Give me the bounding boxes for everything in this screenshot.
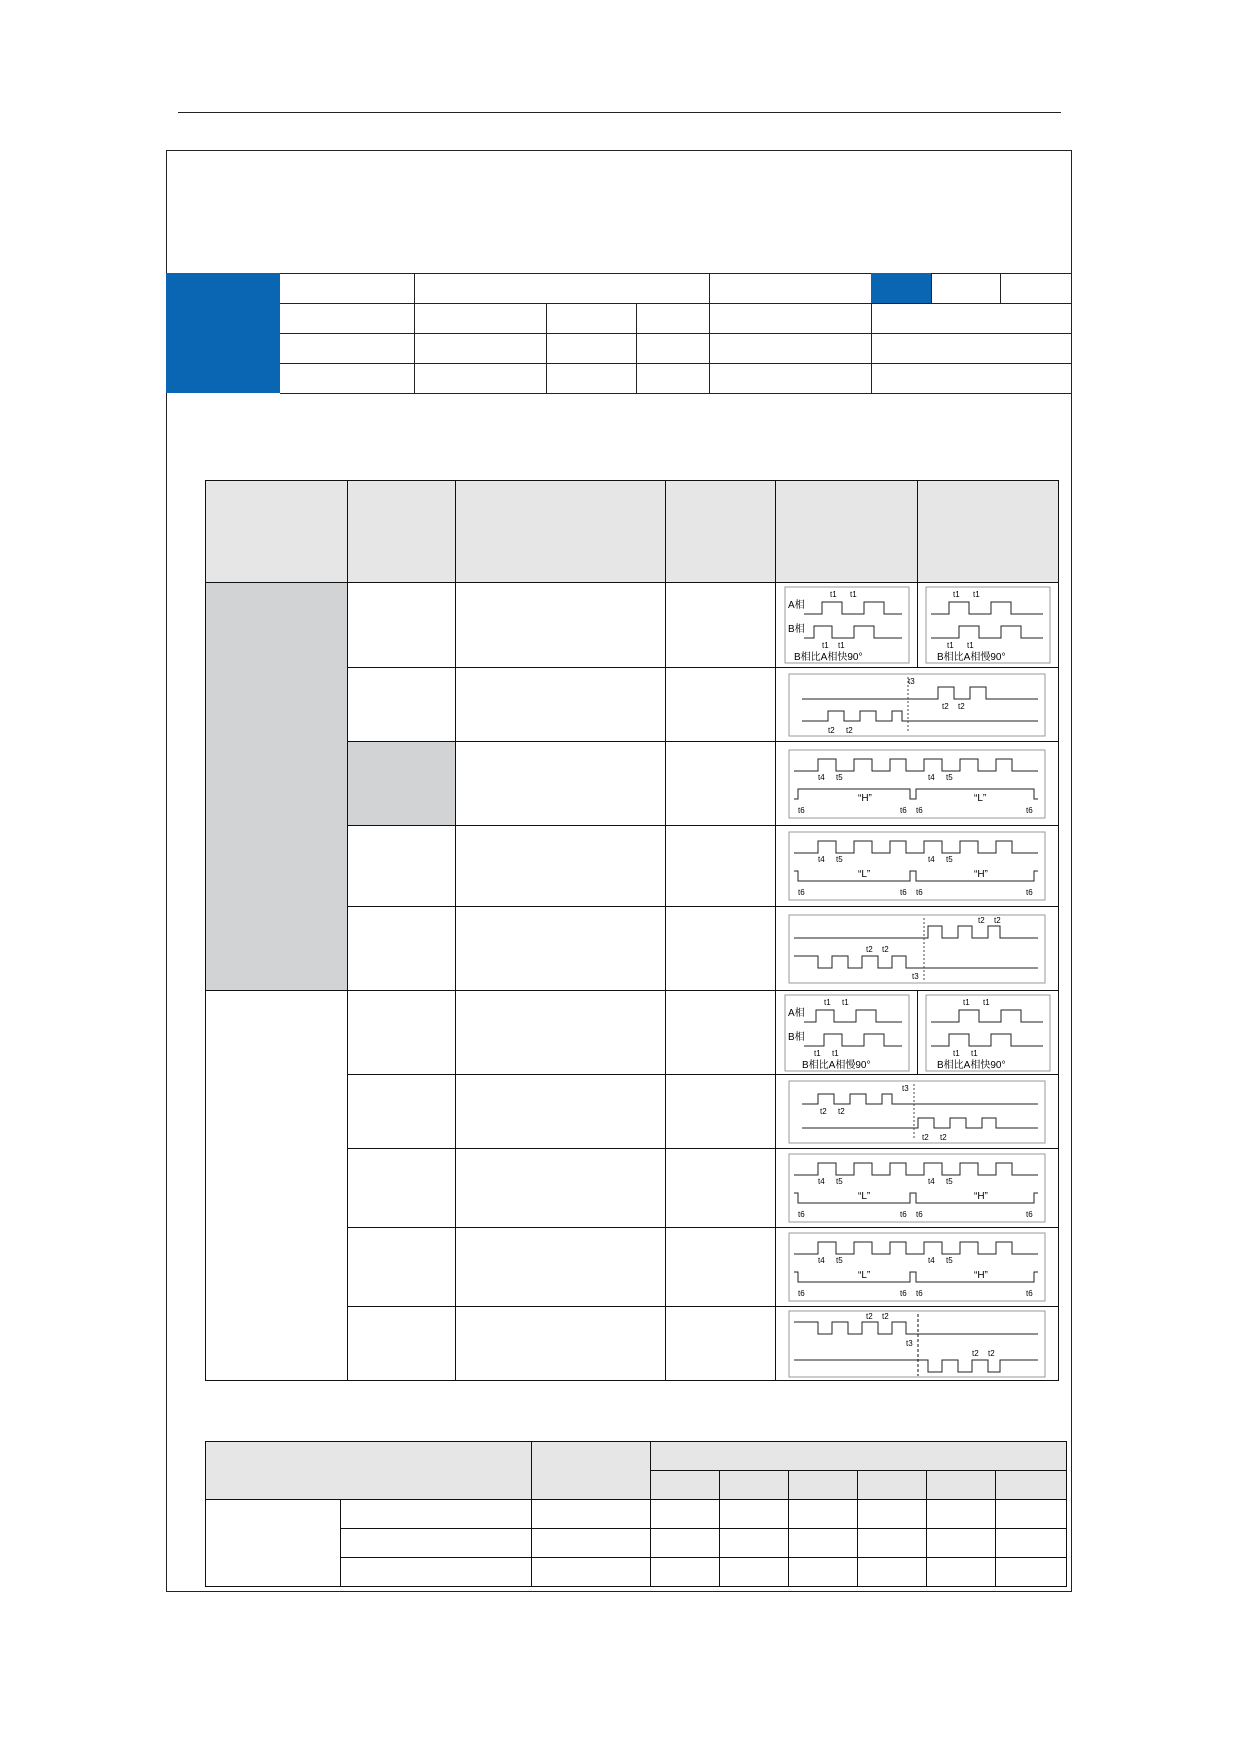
svg-text:t2: t2 bbox=[882, 1311, 889, 1321]
table-cell bbox=[651, 1558, 720, 1587]
svg-text:t2: t2 bbox=[866, 944, 873, 954]
header-rule bbox=[178, 112, 1061, 113]
waveform-cell bbox=[776, 1149, 1059, 1228]
svg-text:t4: t4 bbox=[818, 772, 825, 782]
table-cell bbox=[720, 1529, 789, 1558]
svg-text:t1: t1 bbox=[983, 997, 990, 1007]
table-cell bbox=[927, 1500, 996, 1529]
pulse-direction-waveform-2 bbox=[788, 1080, 1046, 1144]
table-cell bbox=[996, 1529, 1067, 1558]
table-cell bbox=[456, 1307, 666, 1381]
svg-text:t5: t5 bbox=[946, 772, 953, 782]
svg-text:t1: t1 bbox=[837, 641, 845, 650]
quadrature-waveform-d bbox=[925, 994, 1051, 1072]
table-cell bbox=[666, 668, 776, 742]
table-cell bbox=[927, 1558, 996, 1587]
svg-text:t2: t2 bbox=[972, 1348, 979, 1358]
svg-text:t6: t6 bbox=[900, 1210, 907, 1219]
svg-text:t2: t2 bbox=[922, 1132, 929, 1142]
table-header-row bbox=[206, 1442, 1067, 1471]
svg-text:t1: t1 bbox=[953, 590, 960, 599]
svg-text:t4: t4 bbox=[928, 772, 935, 782]
svg-text:t1: t1 bbox=[831, 1048, 839, 1058]
svg-text:t1: t1 bbox=[963, 997, 970, 1007]
waveform-cell bbox=[776, 1075, 1059, 1149]
table-cell bbox=[666, 1075, 776, 1149]
svg-text:t5: t5 bbox=[836, 855, 843, 864]
table-cell bbox=[858, 1558, 927, 1587]
svg-text:t2: t2 bbox=[958, 701, 965, 711]
header-cell bbox=[789, 1471, 858, 1500]
header-cell bbox=[348, 481, 456, 583]
svg-text:t1: t1 bbox=[967, 641, 974, 650]
header-cell bbox=[206, 1442, 532, 1500]
table-row bbox=[206, 1500, 1067, 1529]
svg-text:t6: t6 bbox=[916, 888, 923, 897]
header-cell bbox=[996, 1471, 1067, 1500]
svg-text:t1: t1 bbox=[823, 997, 831, 1007]
pulse-mode-table bbox=[205, 480, 1059, 1381]
svg-text:t1: t1 bbox=[813, 1048, 821, 1058]
waveform-cell bbox=[776, 826, 1059, 907]
header-cell bbox=[776, 481, 918, 583]
svg-text:t1: t1 bbox=[971, 1048, 978, 1058]
table-cell bbox=[341, 1529, 532, 1558]
table-cell bbox=[456, 1149, 666, 1228]
table-cell bbox=[858, 1500, 927, 1529]
table-row bbox=[206, 991, 1059, 1075]
quadrature-waveform-a bbox=[784, 586, 910, 664]
table-cell bbox=[456, 583, 666, 668]
svg-text:t2: t2 bbox=[846, 725, 853, 735]
svg-text:t2: t2 bbox=[820, 1106, 827, 1116]
header-col-line bbox=[546, 303, 547, 393]
svg-text:t5: t5 bbox=[946, 1256, 953, 1265]
svg-text:t4: t4 bbox=[928, 855, 935, 864]
table-cell bbox=[532, 1558, 651, 1587]
cw-ccw-waveform-2 bbox=[788, 1310, 1046, 1378]
svg-text:t3: t3 bbox=[908, 676, 915, 686]
waveform-cell bbox=[776, 1228, 1059, 1307]
table-cell bbox=[341, 1500, 532, 1529]
svg-text:B相比A相快90°: B相比A相快90° bbox=[937, 1059, 1006, 1071]
table-cell bbox=[927, 1529, 996, 1558]
svg-text:t2: t2 bbox=[940, 1132, 947, 1142]
header-col-line bbox=[1000, 273, 1001, 303]
svg-text:t2: t2 bbox=[994, 915, 1001, 925]
svg-text:t2: t2 bbox=[942, 701, 949, 711]
header-cell bbox=[651, 1471, 720, 1500]
svg-text:t1: t1 bbox=[973, 590, 980, 599]
svg-text:t2: t2 bbox=[866, 1311, 873, 1321]
header-col-line bbox=[1071, 273, 1072, 393]
svg-text:t5: t5 bbox=[946, 855, 953, 864]
svg-text:t1: t1 bbox=[829, 590, 837, 599]
svg-text:t5: t5 bbox=[836, 772, 843, 782]
svg-text:t4: t4 bbox=[818, 855, 825, 864]
svg-text:“H”: “H” bbox=[974, 1191, 988, 1202]
header-col-line bbox=[709, 273, 710, 393]
table-cell bbox=[666, 1307, 776, 1381]
svg-text:“L”: “L” bbox=[858, 869, 871, 880]
table-cell bbox=[666, 1149, 776, 1228]
svg-text:t4: t4 bbox=[928, 1256, 935, 1265]
svg-text:“H”: “H” bbox=[974, 869, 988, 880]
table-cell bbox=[348, 991, 456, 1075]
svg-text:t4: t4 bbox=[818, 1256, 825, 1265]
table-cell bbox=[348, 668, 456, 742]
svg-text:t6: t6 bbox=[798, 1210, 805, 1219]
header-blue-cell bbox=[871, 273, 931, 303]
header-blue-block bbox=[166, 273, 280, 393]
svg-text:t2: t2 bbox=[838, 1106, 845, 1116]
table-cell bbox=[348, 1307, 456, 1381]
cw-ccw-waveform bbox=[788, 914, 1046, 984]
svg-text:t6: t6 bbox=[798, 805, 805, 815]
svg-text:t4: t4 bbox=[818, 1177, 825, 1186]
table-cell bbox=[532, 1529, 651, 1558]
table-cell bbox=[996, 1500, 1067, 1529]
table-cell bbox=[341, 1558, 532, 1587]
group-cell bbox=[206, 991, 348, 1381]
svg-text:“H”: “H” bbox=[974, 1270, 988, 1281]
pulse-direction-waveform bbox=[788, 673, 1046, 737]
header-cell bbox=[918, 481, 1059, 583]
svg-text:t2: t2 bbox=[828, 725, 835, 735]
waveform-cell bbox=[776, 991, 918, 1075]
svg-text:“L”: “L” bbox=[858, 1191, 871, 1202]
waveform-cell bbox=[776, 907, 1059, 991]
header-row-line bbox=[280, 393, 1072, 394]
svg-text:A相: A相 bbox=[787, 1007, 805, 1019]
table-cell bbox=[456, 991, 666, 1075]
svg-text:“L”: “L” bbox=[974, 792, 987, 804]
waveform-cell bbox=[918, 583, 1059, 668]
svg-text:A相: A相 bbox=[787, 600, 805, 611]
header-row-line bbox=[280, 273, 1072, 274]
svg-text:t6: t6 bbox=[916, 805, 923, 815]
svg-text:t6: t6 bbox=[798, 1289, 805, 1298]
table-cell bbox=[666, 1228, 776, 1307]
svg-text:t6: t6 bbox=[1026, 1210, 1033, 1219]
svg-text:t1: t1 bbox=[821, 641, 829, 650]
svg-text:t2: t2 bbox=[882, 944, 889, 954]
table-cell bbox=[348, 1149, 456, 1228]
svg-text:t6: t6 bbox=[900, 805, 907, 815]
table-cell bbox=[789, 1529, 858, 1558]
svg-text:t6: t6 bbox=[1026, 1289, 1033, 1298]
svg-text:“L”: “L” bbox=[858, 1270, 871, 1281]
table-cell bbox=[666, 583, 776, 668]
header-row-line bbox=[280, 363, 1072, 364]
header-cell bbox=[927, 1471, 996, 1500]
svg-text:t1: t1 bbox=[953, 1048, 960, 1058]
svg-text:B相比A相快90°: B相比A相快90° bbox=[793, 652, 862, 663]
table-cell bbox=[456, 1075, 666, 1149]
waveform-cell bbox=[776, 583, 918, 668]
table-cell bbox=[456, 1228, 666, 1307]
header-row-line bbox=[280, 333, 1072, 334]
waveform-cell bbox=[776, 1307, 1059, 1381]
table-cell bbox=[996, 1558, 1067, 1587]
table-cell bbox=[348, 1075, 456, 1149]
header-row-line bbox=[280, 303, 1072, 304]
waveform-cell bbox=[918, 991, 1059, 1075]
svg-text:t6: t6 bbox=[916, 1289, 923, 1298]
table-cell bbox=[348, 583, 456, 668]
sign-pulse-waveform-h-l bbox=[788, 749, 1046, 819]
svg-text:B相: B相 bbox=[787, 1031, 805, 1043]
svg-text:t3: t3 bbox=[902, 1083, 909, 1093]
quadrature-waveform-c bbox=[784, 994, 910, 1072]
svg-text:t6: t6 bbox=[900, 888, 907, 897]
table-cell bbox=[666, 742, 776, 826]
table-cell bbox=[651, 1529, 720, 1558]
header-col-line bbox=[414, 273, 415, 393]
table-cell bbox=[456, 668, 666, 742]
svg-text:t5: t5 bbox=[836, 1177, 843, 1186]
table-cell bbox=[456, 742, 666, 826]
table-cell bbox=[858, 1529, 927, 1558]
table-cell bbox=[666, 907, 776, 991]
svg-text:t6: t6 bbox=[798, 888, 805, 897]
svg-text:t5: t5 bbox=[946, 1177, 953, 1186]
table-cell bbox=[348, 907, 456, 991]
header-cell bbox=[532, 1442, 651, 1500]
table-row bbox=[206, 583, 1059, 668]
pulse-frequency-table bbox=[205, 1441, 1067, 1587]
header-col-line bbox=[636, 303, 637, 393]
table-cell bbox=[348, 742, 456, 826]
table-cell bbox=[720, 1500, 789, 1529]
table-cell bbox=[532, 1500, 651, 1529]
svg-text:B相: B相 bbox=[787, 624, 805, 635]
table-cell bbox=[720, 1558, 789, 1587]
group-cell bbox=[206, 583, 348, 991]
header-cell bbox=[666, 481, 776, 583]
svg-text:t2: t2 bbox=[978, 915, 985, 925]
quadrature-waveform-b bbox=[925, 586, 1051, 664]
svg-text:B相比A相慢90°: B相比A相慢90° bbox=[937, 652, 1006, 663]
header-cell bbox=[456, 481, 666, 583]
table-cell bbox=[348, 1228, 456, 1307]
group-cell bbox=[206, 1500, 341, 1587]
svg-text:t6: t6 bbox=[916, 1210, 923, 1219]
table-cell bbox=[666, 826, 776, 907]
sign-pulse-waveform-l-h-2 bbox=[788, 1153, 1046, 1223]
header-cell bbox=[651, 1442, 1067, 1471]
waveform-cell bbox=[776, 742, 1059, 826]
header-cell bbox=[206, 481, 348, 583]
table-cell bbox=[789, 1500, 858, 1529]
svg-text:t3: t3 bbox=[906, 1338, 913, 1348]
sign-pulse-waveform-l-h-3 bbox=[788, 1232, 1046, 1302]
svg-text:t1: t1 bbox=[841, 997, 849, 1007]
waveform-cell bbox=[776, 668, 1059, 742]
svg-text:t2: t2 bbox=[988, 1348, 995, 1358]
table-cell bbox=[348, 826, 456, 907]
header-grid bbox=[166, 273, 1072, 393]
sign-pulse-waveform-l-h bbox=[788, 831, 1046, 901]
header-cell bbox=[858, 1471, 927, 1500]
table-cell bbox=[651, 1500, 720, 1529]
table-cell bbox=[666, 991, 776, 1075]
table-cell bbox=[456, 826, 666, 907]
svg-text:t1: t1 bbox=[947, 641, 954, 650]
svg-text:“H”: “H” bbox=[858, 792, 872, 804]
table-cell bbox=[789, 1558, 858, 1587]
table-header-row bbox=[206, 481, 1059, 583]
svg-text:t4: t4 bbox=[928, 1177, 935, 1186]
svg-text:t1: t1 bbox=[849, 590, 857, 599]
svg-text:B相比A相慢90°: B相比A相慢90° bbox=[801, 1059, 870, 1071]
table-cell bbox=[456, 907, 666, 991]
header-cell bbox=[720, 1471, 789, 1500]
header-col-line bbox=[931, 273, 932, 303]
svg-text:t6: t6 bbox=[1026, 888, 1033, 897]
svg-text:t6: t6 bbox=[1026, 805, 1033, 815]
svg-text:t5: t5 bbox=[836, 1256, 843, 1265]
svg-text:t3: t3 bbox=[912, 971, 919, 981]
svg-text:t6: t6 bbox=[900, 1289, 907, 1298]
